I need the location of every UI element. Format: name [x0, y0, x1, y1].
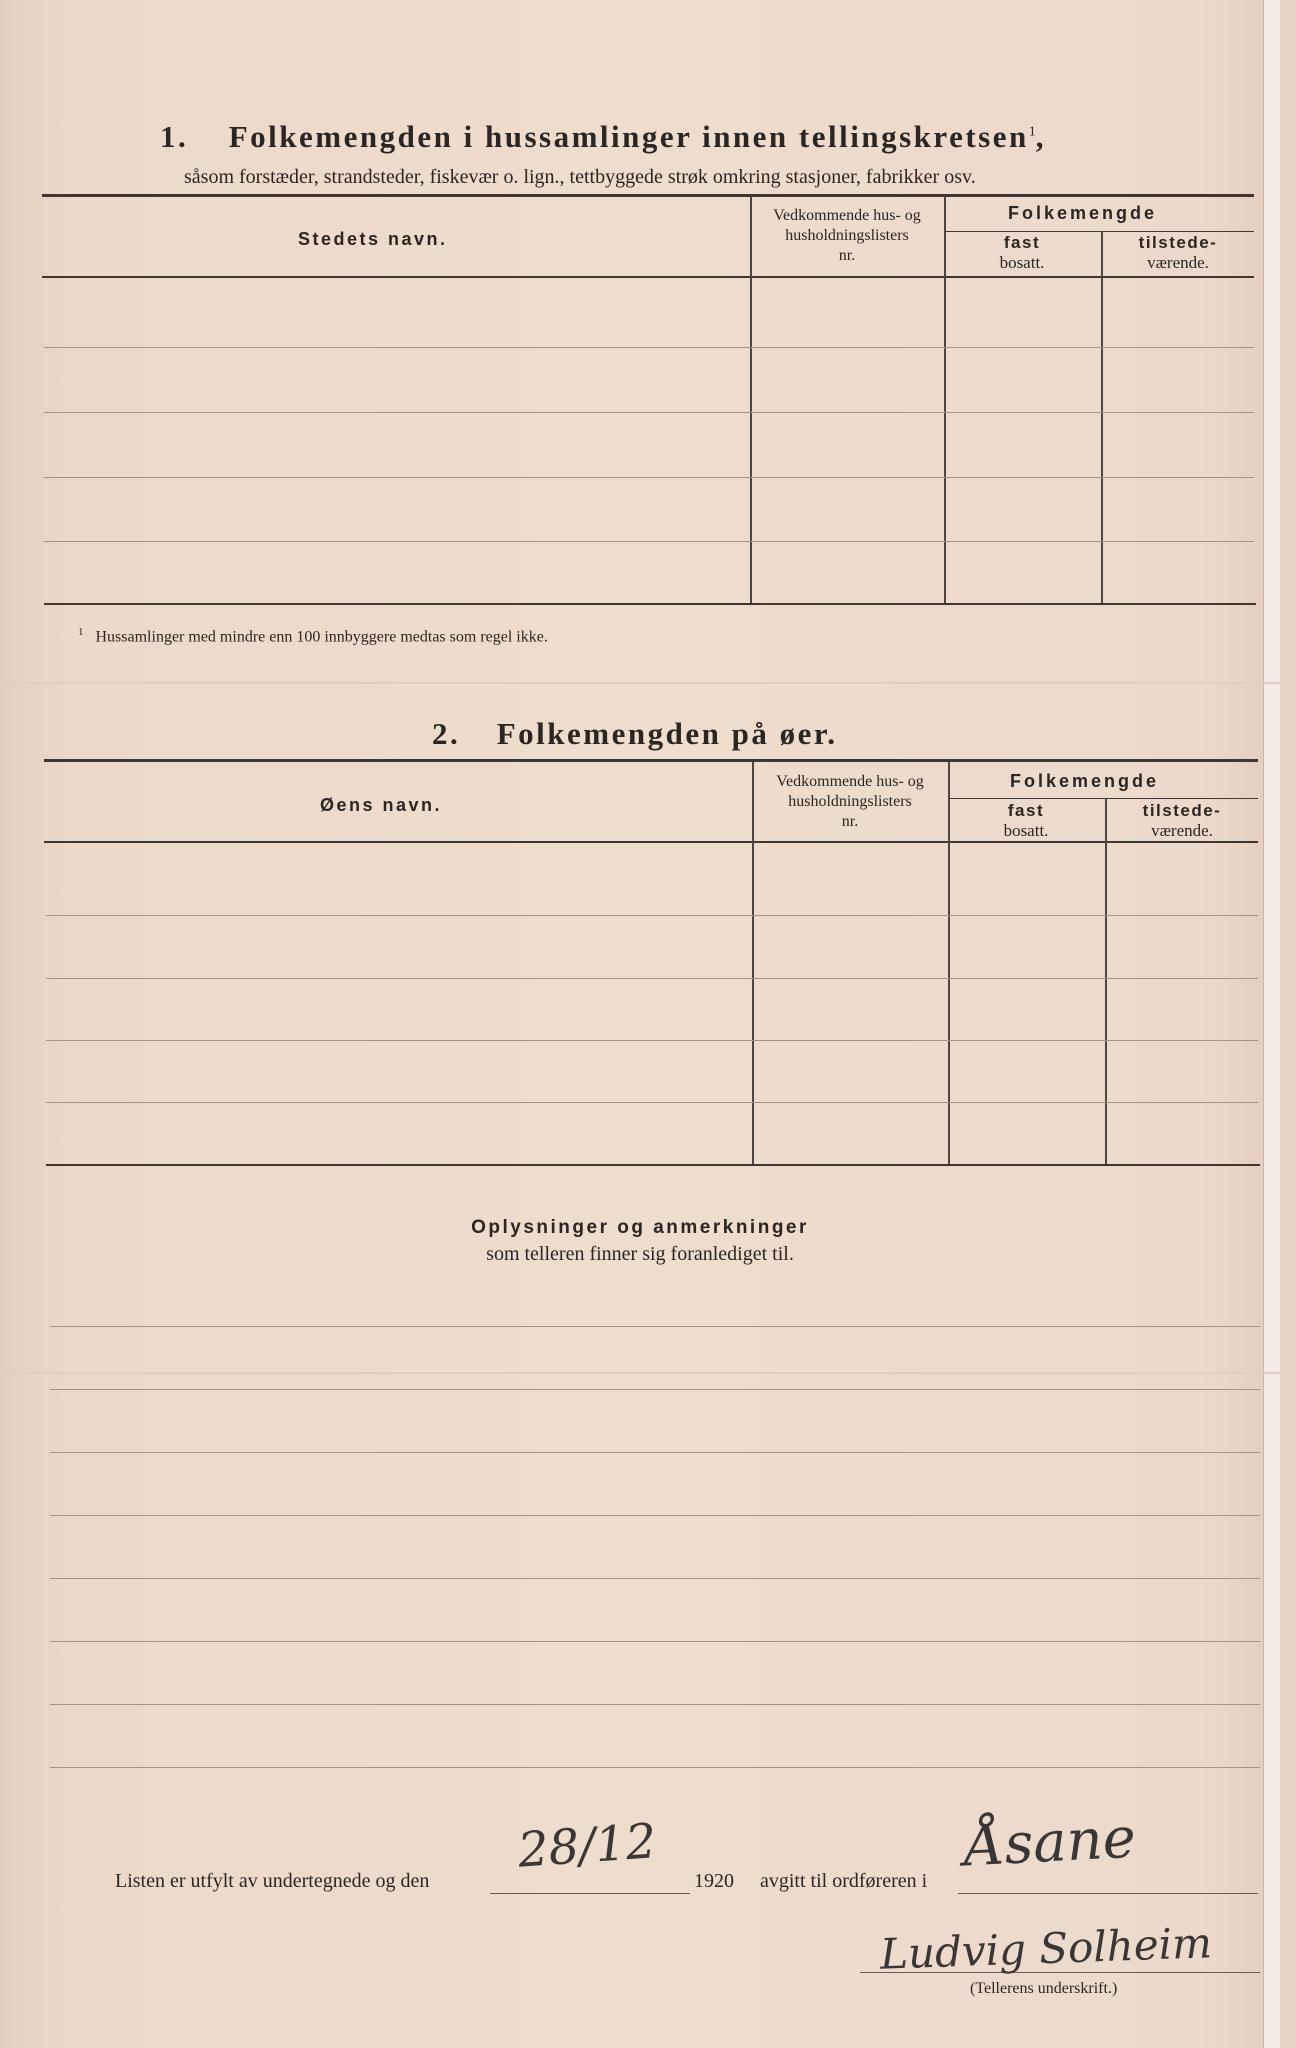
year-text: 1920: [694, 1870, 734, 1892]
table1-top-rule: [42, 194, 1254, 197]
section1-subtitle: såsom forstæder, strandsteder, fiskevær o. lign., tettbyggede strøk omkring stasjoner, fabrikker osv.: [184, 166, 976, 188]
fold-crease: [0, 682, 1280, 684]
signature-text-middle: avgitt til ordføreren i: [760, 1870, 928, 1892]
section1-heading: 1. Folkemengden i hussamlinger innen tellingskretsen$^1$,: [160, 119, 1046, 154]
table2-top-rule: [44, 759, 1258, 762]
place-line: [958, 1893, 1258, 1894]
table1-col-list-nr: Vedkommende hus- og husholdningslisters nr.: [773, 207, 921, 264]
remarks-subheading: som telleren finner sig foranlediget til.: [486, 1243, 794, 1265]
remarks-line: [50, 1389, 1260, 1390]
remarks-line: [50, 1515, 1260, 1516]
table1-group-rule: [944, 231, 1254, 232]
remarks-line: [50, 1452, 1260, 1453]
table1-header-rule: [42, 276, 1254, 278]
remarks-heading: Oplysninger og anmerkninger: [471, 1217, 809, 1238]
fold-crease: [0, 1372, 1280, 1374]
handwritten-signature: Ludvig Solheim: [879, 1918, 1213, 1979]
table2-row-rule: [46, 915, 1258, 916]
table1-vdivider: [944, 196, 946, 604]
page-edge: [1263, 0, 1280, 2048]
table2-vdivider: [1105, 798, 1107, 1164]
table1-col-fast: fast bosatt.: [999, 233, 1045, 272]
section2-title: Folkemengden på øer.: [496, 716, 838, 751]
table2-vdivider: [752, 762, 754, 1164]
table1-vdivider: [1101, 231, 1103, 604]
table2-group-rule: [948, 798, 1258, 799]
table2-col-name: Øens navn.: [320, 795, 443, 815]
table2-col-tilstede: tilstede- værende.: [1142, 801, 1222, 840]
table2-row-rule: [46, 1102, 1258, 1103]
table2-row-rule: [46, 978, 1258, 979]
table1-col-group: Folkemengde: [1008, 203, 1158, 223]
section1-number: 1.: [160, 119, 189, 154]
table1-col-tilstede: tilstede- værende.: [1138, 233, 1218, 272]
table2-bottom-rule: [46, 1164, 1260, 1166]
remarks-line: [50, 1704, 1260, 1705]
footnote-marker: 1: [1028, 124, 1036, 140]
section2-number: 2.: [432, 716, 461, 751]
section2-heading: [432, 716, 838, 752]
remarks-line: [50, 1578, 1260, 1579]
table1-row-rule: [44, 347, 1254, 348]
remarks-line: [50, 1641, 1260, 1642]
table1-vdivider: [750, 196, 752, 604]
signature-text-before: Listen er utfylt av undertegnede og den: [115, 1870, 430, 1892]
table2-col-group: Folkemengde: [1010, 771, 1160, 791]
table2-row-rule: [46, 1040, 1258, 1041]
table1-row-rule: [44, 541, 1254, 542]
remarks-line: [50, 1326, 1260, 1327]
table2-header-rule: [44, 841, 1258, 843]
table1-row-rule: [44, 412, 1254, 413]
date-line: [490, 1893, 690, 1894]
remarks-line: [50, 1767, 1260, 1768]
section1-footnote: $^1$ Hussamlinger med mindre enn 100 innbyggere medtas som regel ikke.: [78, 626, 548, 646]
table2-col-fast: fast bosatt.: [1003, 801, 1049, 840]
handwritten-date: 28/12: [516, 1813, 659, 1879]
table2-col-list-nr: Vedkommende hus- og husholdningslisters nr.: [776, 773, 924, 830]
table1-row-rule: [44, 477, 1254, 478]
table1-col-name: Stedets navn.: [298, 229, 448, 249]
handwritten-place: Åsane: [962, 1805, 1138, 1880]
table1-bottom-rule: [44, 603, 1256, 605]
section1-title: Folkemengden i hussamlinger innen tellingskretsen: [228, 119, 1029, 154]
signature-caption: (Tellerens underskrift.): [970, 1980, 1118, 1997]
table2-vdivider: [948, 762, 950, 1164]
